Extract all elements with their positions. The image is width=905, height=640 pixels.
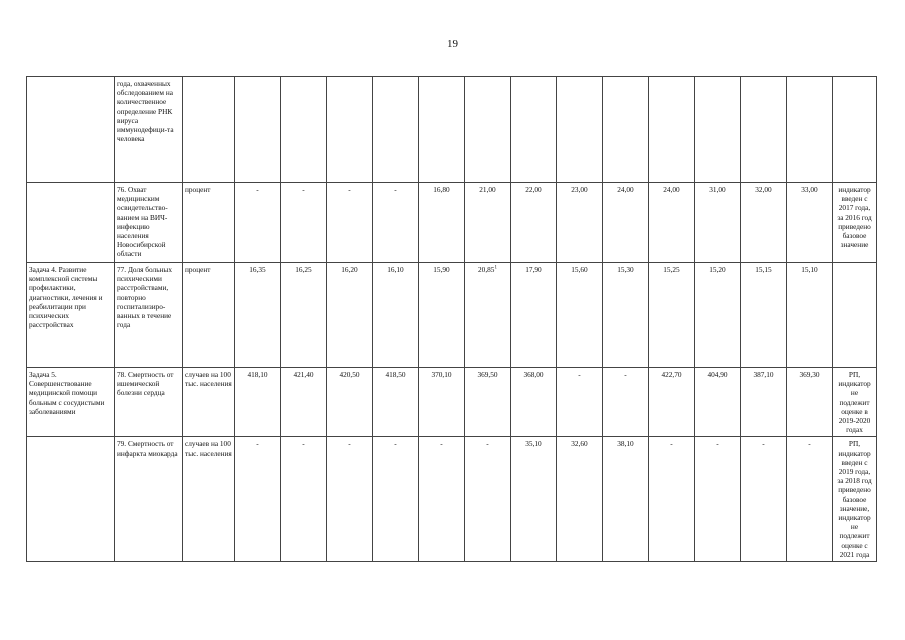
value-cell: - — [281, 183, 327, 263]
value-cell — [787, 77, 833, 183]
value-cell — [557, 77, 603, 183]
indicator-cell: 77. Доля больных психическими расстройствами, повторно госпитализиро-ванных в течение года — [115, 263, 183, 368]
value-cell — [649, 77, 695, 183]
value-cell: - — [373, 183, 419, 263]
value-cell: 15,20 — [695, 263, 741, 368]
value-cell — [695, 77, 741, 183]
page-number: 19 — [447, 38, 458, 50]
value-cell: 368,00 — [511, 368, 557, 437]
value-cell: 38,10 — [603, 437, 649, 562]
task-cell — [27, 183, 115, 263]
table-row — [27, 368, 877, 437]
value-cell: - — [373, 437, 419, 562]
value-cell: - — [557, 368, 603, 437]
value-cell: 17,90 — [511, 263, 557, 368]
note-cell: индикатор введен с 2017 года, за 2016 год приведено базовое значение — [833, 183, 877, 263]
value-cell: 15,60 — [557, 263, 603, 368]
value-cell: 24,00 — [649, 183, 695, 263]
value-cell: 16,10 — [373, 263, 419, 368]
task-cell — [27, 437, 115, 562]
value-cell: 418,10 — [235, 368, 281, 437]
value-cell: - — [235, 183, 281, 263]
task-cell: Задача 4. Развитие комплексной системы профилактики, диагностики, лечения и реабилитации при психических расстройствах — [27, 263, 115, 368]
value-cell: - — [787, 437, 833, 562]
value-cell: 23,00 — [557, 183, 603, 263]
footnote-mark: 1 — [494, 265, 497, 271]
value-cell: 369,50 — [465, 368, 511, 437]
value-cell — [373, 77, 419, 183]
value-cell — [465, 77, 511, 183]
value-cell: 16,80 — [419, 183, 465, 263]
value-cell: - — [327, 183, 373, 263]
value-cell: - — [603, 368, 649, 437]
value-cell: 32,60 — [557, 437, 603, 562]
table-row — [27, 183, 877, 263]
value-cell: 21,00 — [465, 183, 511, 263]
value-cell: 15,15 — [741, 263, 787, 368]
indicator-cell: года, охваченных обследованием на количественное определение РНК вируса иммунодефици-та человека — [115, 77, 183, 183]
value-cell: 15,25 — [649, 263, 695, 368]
table-row — [27, 77, 877, 183]
note-cell — [833, 263, 877, 368]
value-cell: 422,70 — [649, 368, 695, 437]
indicator-cell: 76. Охват медицинским освидетельство-ванием на ВИЧ-инфекцию населения Новосибирской области — [115, 183, 183, 263]
table-row — [27, 263, 877, 368]
value-cell: - — [465, 437, 511, 562]
value-cell — [419, 77, 465, 183]
value-cell: 35,10 — [511, 437, 557, 562]
value-cell — [327, 77, 373, 183]
unit-cell: процент — [183, 183, 235, 263]
value-text: 20,85 — [478, 265, 495, 274]
value-cell: 16,25 — [281, 263, 327, 368]
value-cell — [235, 77, 281, 183]
value-cell — [281, 77, 327, 183]
value-cell: 33,00 — [787, 183, 833, 263]
value-cell — [741, 77, 787, 183]
note-cell: РП, индикатор не подлежит оценке в 2019-2020 годах — [833, 368, 877, 437]
value-cell: 15,30 — [603, 263, 649, 368]
task-cell: Задача 5. Совершенствование медицинской помощи больным с сосудистыми заболеваниями — [27, 368, 115, 437]
unit-cell: процент — [183, 263, 235, 368]
value-cell: 421,40 — [281, 368, 327, 437]
value-cell: - — [327, 437, 373, 562]
indicators-table — [26, 76, 877, 562]
value-cell: - — [281, 437, 327, 562]
value-cell: 24,00 — [603, 183, 649, 263]
value-cell: - — [235, 437, 281, 562]
value-cell — [465, 263, 511, 368]
value-cell: - — [741, 437, 787, 562]
value-cell: 32,00 — [741, 183, 787, 263]
value-cell: 404,90 — [695, 368, 741, 437]
value-cell: 369,30 — [787, 368, 833, 437]
value-cell: 16,20 — [327, 263, 373, 368]
value-cell: 418,50 — [373, 368, 419, 437]
value-cell: 15,90 — [419, 263, 465, 368]
unit-cell: случаев на 100 тыс. населения — [183, 437, 235, 562]
value-cell: 22,00 — [511, 183, 557, 263]
table-row — [27, 437, 877, 562]
indicator-cell: 78. Смертность от ишемической болезни сердца — [115, 368, 183, 437]
value-cell: - — [695, 437, 741, 562]
value-cell: 370,10 — [419, 368, 465, 437]
value-cell: 420,50 — [327, 368, 373, 437]
value-cell — [511, 77, 557, 183]
value-cell: - — [419, 437, 465, 562]
unit-cell: случаев на 100 тыс. населения — [183, 368, 235, 437]
note-cell — [833, 77, 877, 183]
value-cell: - — [649, 437, 695, 562]
task-cell — [27, 77, 115, 183]
unit-cell — [183, 77, 235, 183]
indicator-cell: 79. Смертность от инфаркта миокарда — [115, 437, 183, 562]
value-cell: 15,10 — [787, 263, 833, 368]
value-cell: 387,10 — [741, 368, 787, 437]
note-cell: РП, индикатор введен с 2019 года, за 2018 год приведено базовое значение, индикатор не подлежит оценке с 2021 года — [833, 437, 877, 562]
value-cell: 16,35 — [235, 263, 281, 368]
value-cell — [603, 77, 649, 183]
value-cell: 31,00 — [695, 183, 741, 263]
